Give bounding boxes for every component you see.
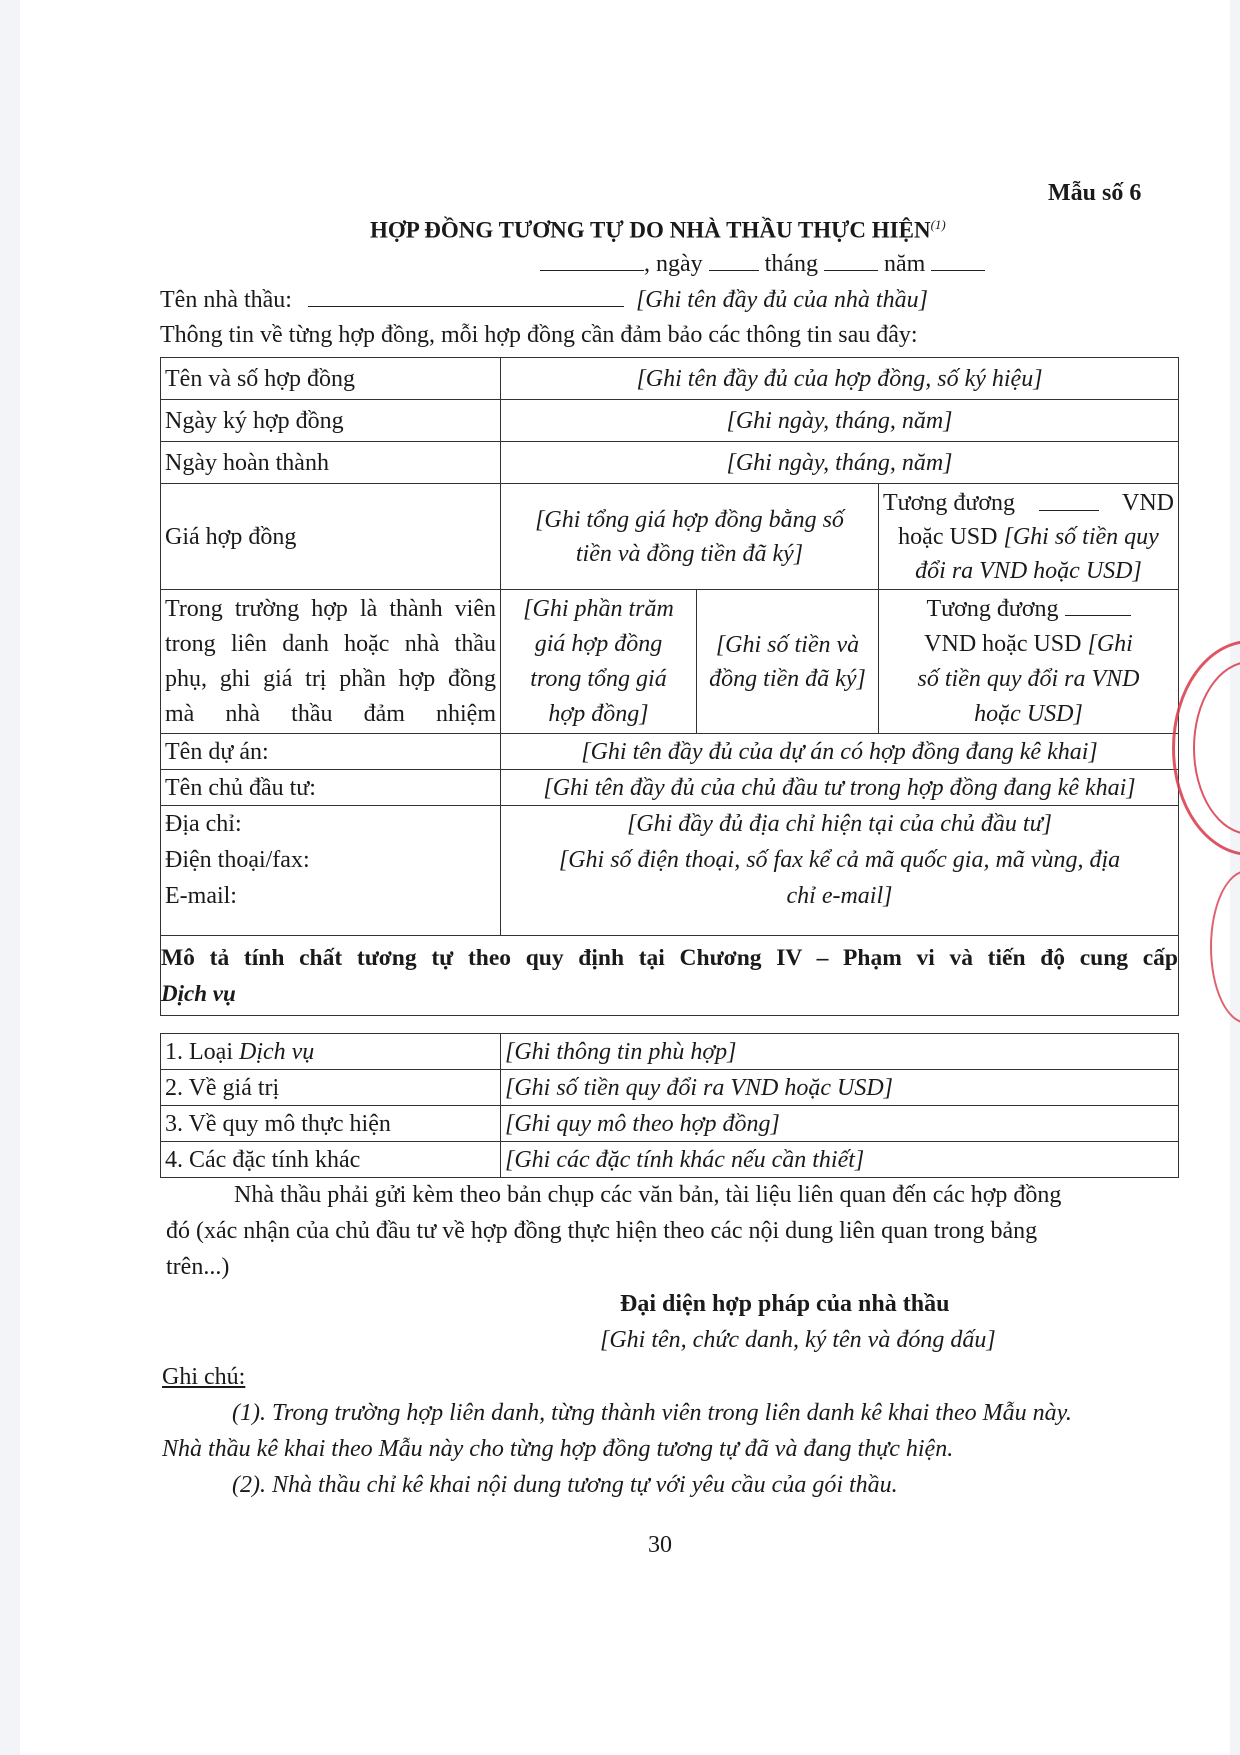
criterion-hint[interactable]: [Ghi số tiền quy đổi ra VND hoặc USD]	[501, 1070, 1179, 1106]
member-share-label-line: phụ, ghi giá trị phần hợp đồng	[165, 665, 496, 692]
attach-line-2: đó (xác nhận của chủ đầu tư về hợp đồng thực hiện theo các nội dung liên quan trong bảng	[166, 1218, 1038, 1244]
member-amount-hint[interactable]	[697, 590, 879, 734]
equivalent-text: Tương đương	[883, 489, 1016, 516]
completion-date-label: Ngày hoàn thành	[161, 442, 501, 484]
criterion-label	[161, 1034, 501, 1070]
day-blank[interactable]	[709, 248, 759, 271]
hint-line: hợp đồng]	[548, 700, 649, 727]
table-row	[161, 1070, 1179, 1106]
contract-value-hint[interactable]	[501, 484, 879, 590]
table-row	[161, 442, 1179, 484]
attach-line-3: trên...)	[166, 1254, 230, 1280]
sign-date-label: Ngày ký hợp đồng	[161, 400, 501, 442]
criterion-hint[interactable]: [Ghi thông tin phù hợp]	[501, 1034, 1179, 1070]
member-share-label-line: trong liên danh hoặc nhà thầu	[165, 630, 496, 657]
member-equivalent[interactable]	[879, 590, 1179, 734]
member-percent-hint[interactable]	[501, 590, 697, 734]
criterion-text-italic: Dịch vụ	[238, 1038, 315, 1065]
equivalent-line	[883, 627, 1174, 662]
phone-hint: [Ghi số điện thoại, số fax kể cả mã quốc gia, mã vùng, địa	[558, 847, 1121, 873]
note-1-line-1: (1). Trong trường hợp liên danh, từng thành viên trong liên danh kê khai theo Mẫu này.	[232, 1400, 1072, 1426]
address-hint: [Ghi đầy đủ địa chỉ hiện tại của chủ đầu tư]	[626, 811, 1053, 837]
equivalent-line	[883, 591, 1174, 627]
bidder-label: Tên nhà thầu:	[160, 287, 292, 313]
hint-line: [Ghi phần trăm	[523, 595, 674, 622]
form-number: Mẫu số 6	[1048, 180, 1142, 206]
table-row	[161, 1034, 1179, 1070]
equivalent-line	[883, 520, 1174, 554]
contract-value-hint-line: tiền và đồng tiền đã ký]	[575, 540, 804, 567]
hint-line: trong tổng giá	[530, 665, 667, 692]
year-blank[interactable]	[931, 248, 985, 271]
similarity-table	[160, 1033, 1179, 1178]
email-hint: chỉ e-mail]	[786, 883, 893, 909]
equivalent-hint: số tiền quy đổi ra VND	[917, 666, 1140, 692]
completion-date-hint[interactable]: [Ghi ngày, tháng, năm]	[501, 442, 1179, 484]
notes-label: Ghi chú:	[162, 1364, 246, 1390]
signature-title: Đại diện hợp pháp của nhà thầu	[620, 1291, 950, 1317]
similarity-heading	[161, 936, 1179, 1016]
date-month-label: tháng	[764, 251, 818, 277]
table-row	[161, 1142, 1179, 1178]
project-name-hint[interactable]: [Ghi tên đầy đủ của dự án có hợp đồng đang kê khai]	[501, 734, 1179, 770]
investor-contact-labels	[161, 806, 501, 936]
page-title	[370, 210, 946, 246]
contract-info-table	[160, 357, 1179, 1016]
criterion-text: 1. Loại	[165, 1038, 239, 1065]
page-number: 30	[648, 1532, 672, 1558]
phone-label: Điện thoại/fax:	[165, 847, 310, 873]
bidder-blank[interactable]	[308, 284, 624, 307]
criterion-label: 3. Về quy mô thực hiện	[161, 1106, 501, 1142]
table-row	[161, 936, 1179, 1016]
address-label: Địa chỉ:	[165, 811, 242, 837]
member-share-label-line: mà nhà thầu đảm nhiệm	[165, 700, 496, 727]
table-row	[161, 734, 1179, 770]
investor-contact-hints[interactable]	[501, 806, 1179, 936]
equivalent-hint: [Ghi số tiền quy	[1003, 523, 1159, 550]
table-row	[161, 358, 1179, 400]
criterion-label: 4. Các đặc tính khác	[161, 1142, 501, 1178]
table-row	[161, 770, 1179, 806]
equivalent-text: hoặc USD	[898, 523, 998, 550]
project-name-label: Tên dự án:	[161, 734, 501, 770]
equivalent-blank[interactable]	[1039, 486, 1099, 511]
member-share-label	[161, 590, 501, 734]
member-share-label-line: Trong trường hợp là thành viên	[165, 595, 496, 622]
similarity-heading-tail: Dịch vụ	[161, 980, 236, 1006]
bidder-hint: [Ghi tên đầy đủ của nhà thầu]	[635, 287, 928, 313]
attach-line-1: Nhà thầu phải gửi kèm theo bản chụp các văn bản, tài liệu liên quan đến các hợp đồng	[234, 1182, 1062, 1208]
currency-text: VND	[1122, 489, 1174, 516]
month-blank[interactable]	[824, 248, 878, 271]
equivalent-hint: [Ghi	[1087, 631, 1133, 657]
contract-value-label: Giá hợp đồng	[161, 484, 501, 590]
table-row	[161, 590, 1179, 734]
investor-name-hint[interactable]: [Ghi tên đầy đủ của chủ đầu tư trong hợp đồng đang kê khai]	[501, 770, 1179, 806]
table-row	[161, 484, 1179, 590]
criterion-hint[interactable]: [Ghi các đặc tính khác nếu cần thiết]	[501, 1142, 1179, 1178]
email-label: E-mail:	[165, 883, 237, 909]
bidder-line	[160, 284, 928, 315]
similarity-heading-text: Mô tả tính chất tương tự theo quy định tại Chương IV – Phạm vi và tiến độ cung cấp	[161, 944, 1178, 971]
intro-text: Thông tin về từng hợp đồng, mỗi hợp đồng cần đảm bảo các thông tin sau đây:	[160, 322, 918, 348]
criterion-hint[interactable]: [Ghi quy mô theo hợp đồng]	[501, 1106, 1179, 1142]
date-year-label: năm	[883, 251, 926, 277]
document-page	[20, 0, 1230, 1755]
equivalent-text: Tương đương	[926, 596, 1059, 622]
contract-name-hint[interactable]: [Ghi tên đầy đủ của hợp đồng, số ký hiệu]	[501, 358, 1179, 400]
equivalent-hint: hoặc USD]	[974, 701, 1083, 727]
investor-name-label: Tên chủ đầu tư:	[161, 770, 501, 806]
stamp-inner-ring	[1193, 661, 1240, 835]
table-row	[161, 1106, 1179, 1142]
contract-value-hint-line: [Ghi tổng giá hợp đồng bằng số	[535, 506, 844, 533]
hint-line: [Ghi số tiền và	[715, 631, 860, 658]
equivalent-blank[interactable]	[1065, 591, 1131, 616]
page-title-text: HỢP ĐỒNG TƯƠNG TỰ DO NHÀ THẦU THỰC HIỆN	[370, 217, 931, 243]
equivalent-text: VND hoặc USD	[924, 631, 1082, 657]
note-2: (2). Nhà thầu chỉ kê khai nội dung tương tự với yêu cầu của gói thầu.	[232, 1472, 898, 1498]
table-row	[161, 806, 1179, 936]
stamp-partial-edge	[1210, 870, 1240, 1024]
contract-name-label: Tên và số hợp đồng	[161, 358, 501, 400]
table-row	[161, 400, 1179, 442]
title-footnote-ref: (1)	[930, 217, 946, 232]
equivalent-hint: đổi ra VND hoặc USD]	[915, 557, 1142, 584]
criterion-label: 2. Về giá trị	[161, 1070, 501, 1106]
hint-line: đồng tiền đã ký]	[709, 665, 866, 692]
signature-hint: [Ghi tên, chức danh, ký tên và đóng dấu]	[600, 1327, 996, 1353]
sign-date-hint[interactable]: [Ghi ngày, tháng, năm]	[501, 400, 1179, 442]
equivalent-line	[883, 486, 1174, 520]
note-1-line-2: Nhà thầu kê khai theo Mẫu này cho từng hợp đồng tương tự đã và đang thực hiện.	[162, 1436, 954, 1462]
date-line	[540, 248, 985, 279]
company-stamp	[1172, 640, 1240, 856]
date-day-label: , ngày	[644, 251, 703, 277]
hint-line: giá hợp đồng	[534, 630, 663, 657]
place-blank[interactable]	[540, 248, 644, 271]
contract-value-equivalent[interactable]	[879, 484, 1179, 590]
